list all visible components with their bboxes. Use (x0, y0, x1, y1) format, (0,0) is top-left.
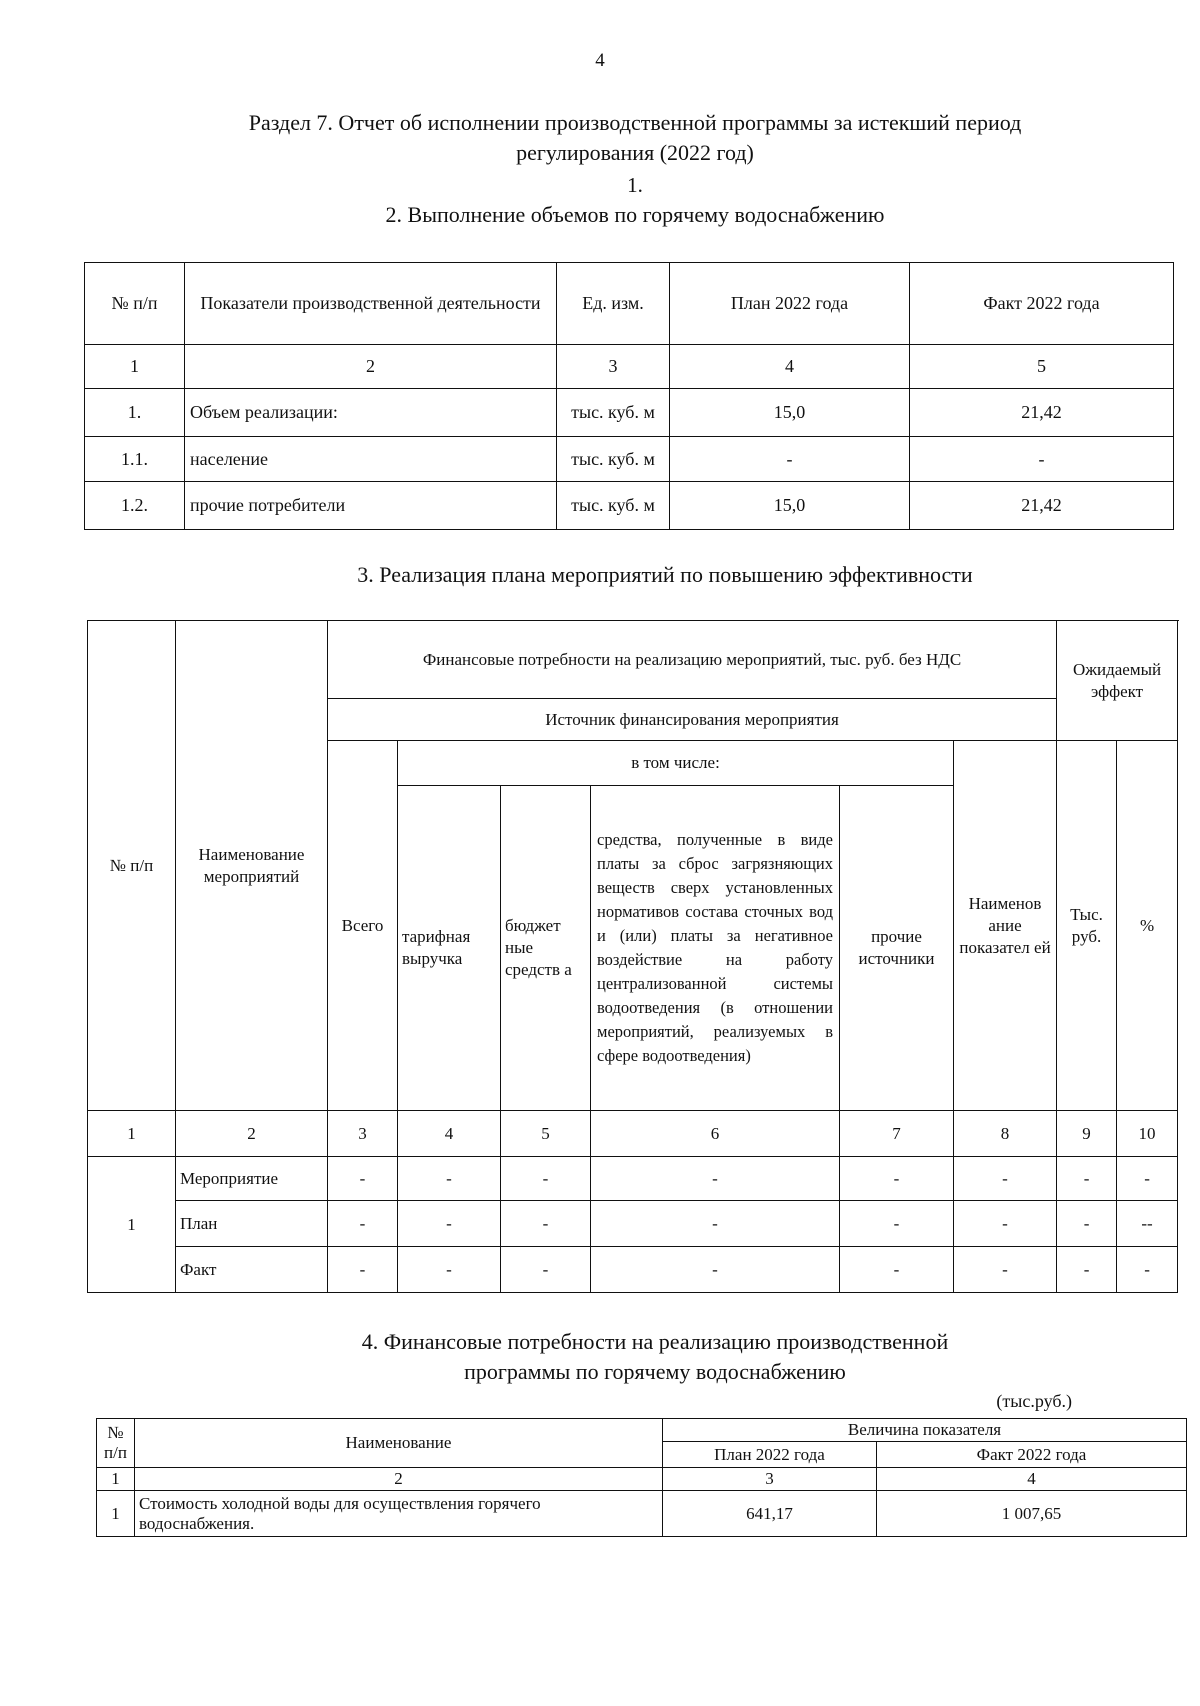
cell-value: - (501, 1157, 591, 1201)
table-row (85, 482, 1174, 530)
cell-value: - (591, 1247, 840, 1293)
col-number: 2 (176, 1111, 328, 1157)
header-fact: Факт 2022 года (877, 1442, 1187, 1468)
cell-num: 1.2. (85, 482, 185, 530)
col-number: 2 (185, 345, 557, 389)
header-num: № п/п (85, 263, 185, 345)
col-number: 5 (910, 345, 1174, 389)
col-number: 4 (670, 345, 910, 389)
report-title-line1: Раздел 7. Отчет об исполнении производственной программы за истекший период (248, 110, 1022, 135)
col-number: 3 (557, 345, 670, 389)
header-num: № п/п (88, 621, 176, 1111)
cell-value: - (501, 1201, 591, 1247)
section-4-title-line2: программы по горячему водоснабжению (464, 1359, 846, 1384)
header-thous-rub: Тыс. руб. (1057, 741, 1117, 1111)
list-item-1: 1. (627, 173, 643, 197)
header-fact: Факт 2022 года (910, 263, 1174, 345)
report-title (0, 108, 1200, 168)
header-financial-needs: Финансовые потребности на реализацию мероприятий, тыс. руб. без НДС (328, 621, 1057, 699)
cell-value: - (591, 1157, 840, 1201)
cell-group-num: 1 (88, 1157, 176, 1293)
cell-value: - (398, 1157, 501, 1201)
header-name: Наименование (135, 1419, 663, 1468)
financial-needs-table (96, 1418, 1187, 1537)
cell-plan: 15,0 (670, 482, 910, 530)
col-number: 5 (501, 1111, 591, 1157)
cell-indicator: прочие потребители (185, 482, 557, 530)
cell-num: 1 (97, 1491, 135, 1537)
cell-name: Стоимость холодной воды для осуществления горячего водоснабжения. (135, 1491, 663, 1537)
cell-value: - (398, 1201, 501, 1247)
column-number-row (97, 1468, 1187, 1491)
cell-num: 1.1. (85, 437, 185, 482)
header-measure-name: Наименование мероприятий (176, 621, 328, 1111)
cell-plan: 641,17 (663, 1491, 877, 1537)
cell-unit: тыс. куб. м (557, 389, 670, 437)
cell-num: 1. (85, 389, 185, 437)
header-total: Всего (328, 741, 398, 1111)
header-tariff-revenue: тарифная выручка (398, 786, 501, 1111)
col-number: 1 (85, 345, 185, 389)
header-plan: План 2022 года (663, 1442, 877, 1468)
cell-value: - (1057, 1201, 1117, 1247)
cell-value: - (954, 1157, 1057, 1201)
page-number: 4 (595, 50, 605, 71)
cell-row-label: Мероприятие (176, 1157, 328, 1201)
col-number: 1 (97, 1468, 135, 1491)
cell-value: - (954, 1247, 1057, 1293)
section-3-title: 3. Реализация плана мероприятий по повышению эффективности (357, 562, 973, 587)
cell-value: - (1117, 1157, 1178, 1201)
header-percent: % (1117, 741, 1178, 1111)
table-row (85, 389, 1174, 437)
col-number: 8 (954, 1111, 1057, 1157)
cell-value: - (1057, 1157, 1117, 1201)
col-number: 3 (328, 1111, 398, 1157)
col-number: 4 (398, 1111, 501, 1157)
cell-value: - (954, 1201, 1057, 1247)
col-number: 9 (1057, 1111, 1117, 1157)
header-other-sources: прочие источники (840, 786, 954, 1111)
unit-note: (тыс.руб.) (996, 1391, 1072, 1411)
header-expected-effect: Ожидаемый эффект (1057, 621, 1178, 741)
cell-value: - (328, 1201, 398, 1247)
header-indicator-name: Наименов ание показател ей (954, 741, 1057, 1111)
cell-value: - (840, 1157, 954, 1201)
cell-indicator: Объем реализации: (185, 389, 557, 437)
efficiency-measures-table (87, 620, 1178, 1293)
header-num: № п/п (97, 1419, 135, 1468)
col-number: 10 (1117, 1111, 1178, 1157)
cell-row-label: Факт (176, 1247, 328, 1293)
cell-value: - (501, 1247, 591, 1293)
cell-value: - (328, 1247, 398, 1293)
cell-value: - (591, 1201, 840, 1247)
report-title-line2: регулирования (2022 год) (516, 140, 754, 165)
col-number: 7 (840, 1111, 954, 1157)
cell-value: - (840, 1201, 954, 1247)
table-header-row (85, 263, 1174, 345)
header-unit: Ед. изм. (557, 263, 670, 345)
section-4-title-line1: 4. Финансовые потребности на реализацию производственной (361, 1329, 949, 1354)
cell-indicator: население (185, 437, 557, 482)
header-plan: План 2022 года (670, 263, 910, 345)
cell-fact: 21,42 (910, 482, 1174, 530)
cell-unit: тыс. куб. м (557, 437, 670, 482)
header-budget-funds: бюджет ные средств а (501, 786, 591, 1111)
column-number-row (88, 1111, 1178, 1157)
table-row (88, 1157, 1178, 1201)
cell-value: - (1117, 1247, 1178, 1293)
col-number: 4 (877, 1468, 1187, 1491)
cell-plan: - (670, 437, 910, 482)
table-row (97, 1491, 1187, 1537)
cell-plan: 15,0 (670, 389, 910, 437)
cell-fact: - (910, 437, 1174, 482)
cell-unit: тыс. куб. м (557, 482, 670, 530)
header-fees: средства, полученные в виде платы за сброс загрязняющих веществ сверх установленных нормативов состава сточных вод и (или) платы за негативное воздействие на работу централизованной системы водоотведения (в отношении мероприятий, реализуемых в сфере водоотведения) (591, 786, 840, 1111)
hot-water-volumes-table (84, 262, 1174, 530)
cell-value: - (398, 1247, 501, 1293)
section-4-title (30, 1327, 1200, 1387)
header-indicator: Показатели производственной деятельности (185, 263, 557, 345)
cell-fact: 1 007,65 (877, 1491, 1187, 1537)
header-indicator-value: Величина показателя (663, 1419, 1187, 1442)
cell-value: - (840, 1247, 954, 1293)
cell-value: -- (1117, 1201, 1178, 1247)
col-number: 1 (88, 1111, 176, 1157)
table-header-row (97, 1419, 1187, 1442)
cell-value: - (328, 1157, 398, 1201)
section-2-title: 2. Выполнение объемов по горячему водоснабжению (385, 202, 885, 227)
col-number: 3 (663, 1468, 877, 1491)
cell-value: - (1057, 1247, 1117, 1293)
cell-fact: 21,42 (910, 389, 1174, 437)
header-funding-source: Источник финансирования мероприятия (328, 699, 1057, 741)
table-header-row (88, 621, 1178, 699)
table-row (85, 437, 1174, 482)
column-number-row (85, 345, 1174, 389)
cell-row-label: План (176, 1201, 328, 1247)
col-number: 6 (591, 1111, 840, 1157)
table-row (88, 1201, 1178, 1247)
table-row (88, 1247, 1178, 1293)
col-number: 2 (135, 1468, 663, 1491)
header-including: в том числе: (398, 741, 954, 786)
